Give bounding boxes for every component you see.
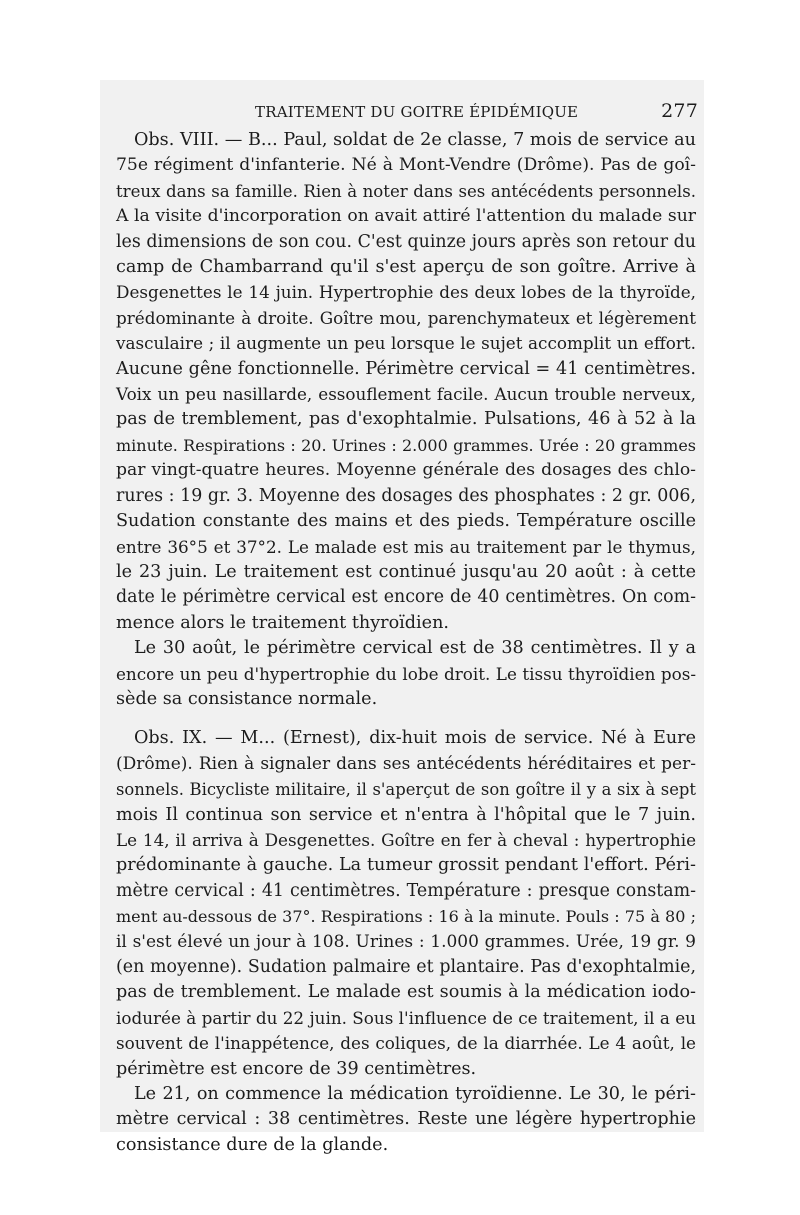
- text-line: (en moyenne). Sudation palmaire et plantaire. Pas d'exophtalmie,: [116, 957, 696, 977]
- text-line: iodurée à partir du 22 juin. Sous l'influence de ce traitement, il a eu: [116, 1007, 696, 1028]
- text-line: consistance dure de la glande.: [116, 1134, 389, 1155]
- running-header: [115, 100, 700, 126]
- text-line: Obs. VIII. — B... Paul, soldat de 2e classe, 7 mois de service au: [134, 130, 696, 150]
- text-line: Obs. IX. — M... (Ernest), dix-huit mois de service. Né à Eure: [134, 728, 696, 749]
- text-line: les dimensions de son cou. C'est quinze jours après son retour du: [116, 231, 696, 252]
- text-line: entre 36°5 et 37°2. Le malade est mis au traitement par le thymus,: [116, 536, 696, 557]
- text-line: Voix un peu nasillarde, essouflement facile. Aucun trouble nerveux,: [116, 384, 696, 405]
- page-number: 277: [661, 100, 698, 122]
- text-line: pas de tremblement, pas d'exophtalmie. Pulsations, 46 à 52 à la: [116, 409, 696, 430]
- text-line: Aucune gêne fonctionnelle. Périmètre cervical = 41 centimètres.: [116, 358, 696, 379]
- text-line: mence alors le traitement thyroïdien.: [116, 612, 450, 633]
- observation-8-followup: [116, 636, 696, 712]
- text-line: Le 14, il arriva à Desgenettes. Goître en fer à cheval : hypertrophie: [116, 829, 696, 850]
- text-line: 75e régiment d'infanterie. Né à Mont-Vendre (Drôme). Pas de goî-: [116, 155, 696, 176]
- text-line: périmètre est encore de 39 centimètres.: [116, 1058, 477, 1079]
- text-line: sède sa consistance normale.: [116, 688, 378, 709]
- text-line: mètre cervical : 41 centimètres. Température : presque constam-: [116, 880, 696, 901]
- page-body: [116, 128, 696, 1158]
- text-line: il s'est élevé un jour à 108. Urines : 1.000 grammes. Urée, 19 gr. 9: [116, 931, 696, 952]
- text-line: prédominante à gauche. La tumeur grossit pendant l'effort. Péri-: [116, 855, 696, 876]
- paragraph-gap: [116, 712, 696, 726]
- observation-8: [116, 128, 696, 636]
- text-line: date le périmètre cervical est encore de 40 centimètres. On com-: [116, 587, 696, 608]
- text-line: encore un peu d'hypertrophie du lobe droit. Le tissu thyroïdien pos-: [116, 663, 696, 684]
- text-line: sonnels. Bicycliste militaire, il s'aperçut de son goître il y a six à sept: [116, 780, 696, 800]
- observation-9-followup: [116, 1082, 696, 1158]
- text-line: A la visite d'incorporation on avait attiré l'attention du malade sur: [116, 206, 696, 227]
- text-line: souvent de l'inappétence, des coliques, de la diarrhée. Le 4 août, le: [116, 1033, 696, 1054]
- text-line: minute. Respirations : 20. Urines : 2.000 grammes. Urée : 20 grammes: [116, 435, 696, 455]
- text-line: treux dans sa famille. Rien à noter dans ses antécédents personnels.: [116, 181, 696, 201]
- text-line: (Drôme). Rien à signaler dans ses antécédents héréditaires et per-: [116, 753, 696, 774]
- text-line: Sudation constante des mains et des pieds. Température oscille: [116, 511, 696, 532]
- text-line: Le 21, on commence la médication tyroïdienne. Le 30, le péri-: [134, 1084, 696, 1105]
- text-line: vasculaire ; il augmente un peu lorsque le sujet accomplit un effort.: [116, 333, 696, 354]
- text-line: Le 30 août, le périmètre cervical est de 38 centimètres. Il y a: [134, 638, 696, 659]
- text-line: Desgenettes le 14 juin. Hypertrophie des deux lobes de la thyroïde,: [116, 282, 696, 303]
- text-line: prédominante à droite. Goître mou, parenchymateux et légèrement: [116, 307, 696, 328]
- text-line: par vingt-quatre heures. Moyenne générale des dosages des chlo-: [116, 460, 696, 481]
- running-title: TRAITEMENT DU GOITRE ÉPIDÉMIQUE: [255, 103, 579, 121]
- text-line: mois Il continua son service et n'entra à l'hôpital que le 7 juin.: [116, 804, 696, 825]
- text-line: le 23 juin. Le traitement est continué jusqu'au 20 août : à cette: [116, 561, 696, 582]
- text-line: ment au-dessous de 37°. Respirations : 16 à la minute. Pouls : 75 à 80 ;: [116, 907, 696, 927]
- text-line: pas de tremblement. Le malade est soumis à la médication iodo-: [116, 982, 696, 1003]
- text-line: mètre cervical : 38 centimètres. Reste une légère hypertrophie: [116, 1109, 696, 1130]
- observation-9: [116, 726, 696, 1082]
- text-line: rures : 19 gr. 3. Moyenne des dosages des phosphates : 2 gr. 006,: [116, 485, 696, 506]
- text-line: camp de Chambarrand qu'il s'est aperçu de son goître. Arrive à: [116, 257, 696, 278]
